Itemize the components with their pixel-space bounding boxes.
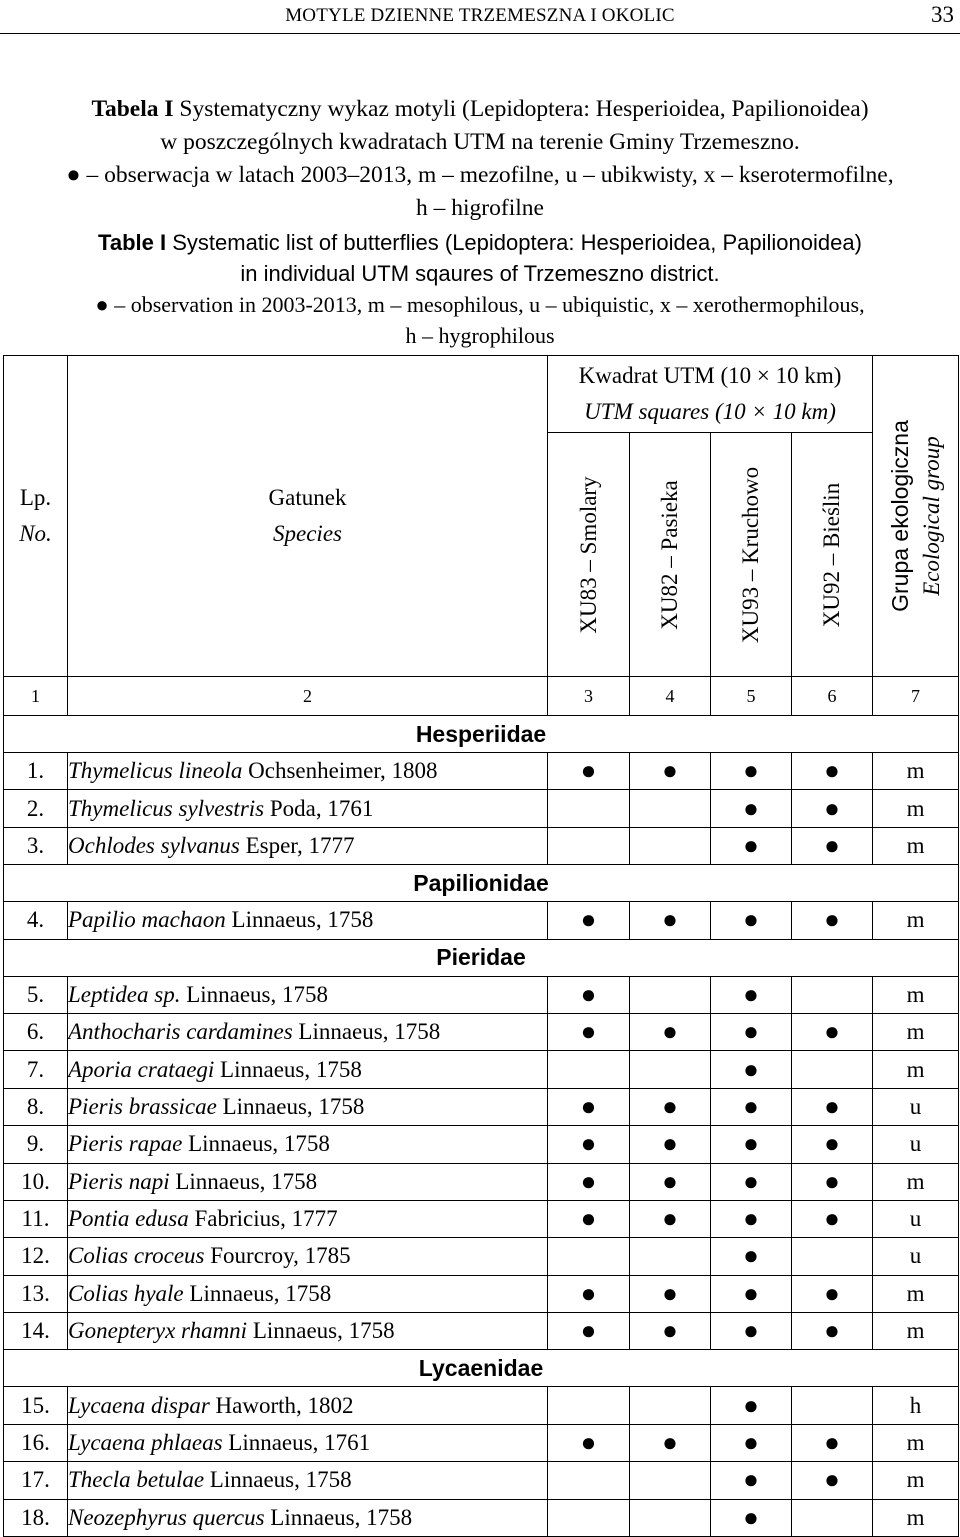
ecological-group: u: [873, 1238, 959, 1275]
presence-cell: [792, 1013, 873, 1050]
species-author: Poda, 1761: [264, 795, 374, 821]
presence-cell: [711, 1424, 792, 1461]
species-name: [68, 827, 548, 864]
species-name: [68, 753, 548, 790]
table-caption-english: [0, 227, 960, 351]
species-table: [3, 355, 959, 1537]
presence-dot: ●: [662, 1428, 678, 1458]
species-latin-name: Colias croceus: [68, 1243, 205, 1269]
caption-pl-label: Tabela I: [91, 96, 174, 122]
species-row: [4, 827, 959, 864]
species-row: [4, 1387, 959, 1424]
species-latin-name: Thecla betulae: [68, 1467, 205, 1493]
presence-cell: [548, 1163, 630, 1200]
presence-dot: ●: [743, 905, 759, 935]
species-name: [68, 1163, 548, 1200]
ecological-group: m: [873, 1051, 959, 1088]
presence-cell: [711, 1163, 792, 1200]
presence-cell: [711, 1462, 792, 1499]
column-number: 6: [792, 677, 873, 716]
presence-cell: [630, 1200, 711, 1237]
presence-dot: ●: [662, 905, 678, 935]
species-number: 10.: [4, 1163, 68, 1200]
page-number: 33: [931, 2, 954, 27]
header-species-pl: Gatunek: [268, 485, 347, 510]
presence-dot: ●: [662, 1278, 678, 1308]
presence-dot: ●: [662, 1166, 678, 1196]
species-latin-name: Ochlodes sylvanus: [68, 832, 240, 858]
species-latin-name: Pontia edusa: [68, 1206, 189, 1232]
presence-cell: [792, 902, 873, 939]
presence-cell: [630, 1238, 711, 1275]
presence-cell: [711, 1499, 792, 1536]
species-latin-name: Leptidea sp.: [68, 981, 181, 1007]
family-row: [4, 865, 959, 902]
header-utm-pl: Kwadrat UTM (10 × 10 km): [578, 363, 842, 388]
species-latin-name: Pieris brassicae: [68, 1093, 217, 1119]
presence-cell: [548, 1238, 630, 1275]
header-species-en: Species: [273, 521, 342, 546]
header-lp-en: No.: [19, 521, 52, 546]
species-latin-name: Papilio machaon: [68, 907, 226, 933]
species-number: 1.: [4, 753, 68, 790]
presence-dot: ●: [824, 905, 840, 935]
presence-dot: ●: [743, 1278, 759, 1308]
presence-cell: [711, 976, 792, 1013]
presence-dot: ●: [824, 1278, 840, 1308]
presence-cell: [630, 1499, 711, 1536]
column-number: 2: [68, 677, 548, 716]
ecological-group: m: [873, 902, 959, 939]
presence-dot: ●: [824, 830, 840, 860]
species-author: Fourcroy, 1785: [204, 1243, 351, 1269]
presence-cell: [711, 790, 792, 827]
family-name: Lycaenidae: [4, 1350, 959, 1387]
column-number: 5: [711, 677, 792, 716]
species-name: [68, 1499, 548, 1536]
species-row: [4, 1013, 959, 1050]
species-latin-name: Aporia crataegi: [68, 1056, 215, 1082]
presence-dot: ●: [743, 830, 759, 860]
presence-dot: ●: [662, 1091, 678, 1121]
column-number-row: [4, 677, 959, 716]
species-name: [68, 1126, 548, 1163]
presence-dot: ●: [662, 1129, 678, 1159]
presence-cell: [711, 1313, 792, 1350]
presence-cell: [548, 1051, 630, 1088]
presence-cell: [548, 1462, 630, 1499]
presence-cell: [792, 976, 873, 1013]
presence-cell: [792, 1462, 873, 1499]
caption-pl-legend-cont: h – higrofilne: [416, 195, 544, 221]
species-name: [68, 1387, 548, 1424]
species-name: [68, 976, 548, 1013]
presence-cell: [630, 1126, 711, 1163]
presence-cell: [548, 827, 630, 864]
species-author: Linnaeus, 1758: [225, 907, 374, 933]
ecological-group: m: [873, 1163, 959, 1200]
species-number: 3.: [4, 827, 68, 864]
species-author: Haworth, 1802: [209, 1392, 354, 1418]
presence-dot: ●: [824, 1091, 840, 1121]
caption-pl-title: Systematyczny wykaz motyli (Lepidoptera: Hesperioidea, Papilionoidea): [173, 96, 869, 122]
caption-en-line-1: [0, 227, 960, 258]
family-row: [4, 716, 959, 753]
presence-dot: ●: [580, 979, 597, 1009]
species-number: 7.: [4, 1051, 68, 1088]
presence-cell: [630, 827, 711, 864]
species-row: [4, 1126, 959, 1163]
header-species: [68, 356, 548, 677]
presence-cell: [548, 1013, 630, 1050]
species-row: [4, 1163, 959, 1200]
caption-pl-line-1: [0, 93, 960, 126]
species-row: [4, 1462, 959, 1499]
header-group-en: Ecological group: [918, 436, 944, 596]
species-number: 9.: [4, 1126, 68, 1163]
presence-dot: ●: [580, 1166, 597, 1196]
ecological-group: m: [873, 976, 959, 1013]
presence-dot: ●: [580, 756, 597, 786]
presence-dot: ●: [580, 1316, 597, 1346]
ecological-group: h: [873, 1387, 959, 1424]
presence-dot: ●: [743, 1502, 759, 1532]
species-name: [68, 1200, 548, 1237]
species-number: 16.: [4, 1424, 68, 1461]
presence-cell: [548, 1424, 630, 1461]
presence-dot: ●: [743, 1017, 759, 1047]
species-latin-name: Lycaena dispar: [68, 1392, 210, 1418]
presence-dot: ●: [743, 1316, 759, 1346]
presence-cell: [711, 1051, 792, 1088]
species-author: Linnaeus, 1758: [204, 1467, 352, 1493]
presence-cell: [711, 753, 792, 790]
species-latin-name: Gonepteryx rhamni: [68, 1318, 248, 1344]
presence-dot: ●: [580, 1204, 597, 1234]
presence-cell: [792, 1238, 873, 1275]
presence-cell: [548, 1275, 630, 1312]
header-square-4: [792, 433, 873, 677]
presence-cell: [792, 1051, 873, 1088]
species-number: 14.: [4, 1313, 68, 1350]
header-square-4-label: XU92 – Bieślin: [819, 482, 845, 627]
presence-cell: [711, 1275, 792, 1312]
presence-cell: [711, 827, 792, 864]
presence-cell: [548, 902, 630, 939]
presence-dot: ●: [743, 1465, 759, 1495]
presence-cell: [630, 1424, 711, 1461]
species-name: [68, 1462, 548, 1499]
species-name: [68, 1424, 548, 1461]
species-name: [68, 902, 548, 939]
ecological-group: u: [873, 1088, 959, 1125]
header-square-1: [548, 433, 630, 677]
column-number: 7: [873, 677, 959, 716]
header-lp: [4, 356, 68, 677]
presence-cell: [792, 1163, 873, 1200]
species-number: 17.: [4, 1462, 68, 1499]
presence-cell: [630, 790, 711, 827]
presence-dot: ●: [662, 1204, 678, 1234]
header-row: [4, 356, 959, 433]
presence-dot: ●: [580, 905, 597, 935]
column-number: 3: [548, 677, 630, 716]
running-header: [0, 0, 960, 34]
running-title: MOTYLE DZIENNE TRZEMESZNA I OKOLIC: [285, 5, 675, 26]
species-author: Linnaeus, 1758: [264, 1504, 413, 1530]
species-latin-name: Neozephyrus quercus: [68, 1504, 265, 1530]
presence-cell: [630, 1387, 711, 1424]
caption-en-line-2: in individual UTM sqaures of Trzemeszno district.: [240, 261, 720, 286]
species-author: Linnaeus, 1758: [182, 1131, 330, 1157]
species-row: [4, 1200, 959, 1237]
presence-cell: [548, 1126, 630, 1163]
presence-dot: ●: [824, 1428, 840, 1458]
species-row: [4, 1088, 959, 1125]
ecological-group: u: [873, 1200, 959, 1237]
ecological-group: m: [873, 753, 959, 790]
ecological-group: u: [873, 1126, 959, 1163]
presence-dot: ●: [824, 1017, 840, 1047]
presence-cell: [630, 1088, 711, 1125]
presence-cell: [548, 1387, 630, 1424]
presence-cell: [630, 1313, 711, 1350]
presence-dot: ●: [824, 756, 840, 786]
species-number: 6.: [4, 1013, 68, 1050]
presence-cell: [792, 1313, 873, 1350]
species-author: Linnaeus, 1761: [222, 1430, 371, 1456]
presence-cell: [548, 753, 630, 790]
presence-cell: [548, 1088, 630, 1125]
presence-dot: ●: [743, 1428, 759, 1458]
species-author: Linnaeus, 1758: [216, 1093, 365, 1119]
species-latin-name: Colias hyale: [68, 1280, 184, 1306]
header-group-pl: Grupa ekologiczna: [886, 420, 913, 612]
species-latin-name: Pieris rapae: [68, 1131, 183, 1157]
header-square-1-label: XU83 – Smolary: [575, 475, 601, 634]
ecological-group: m: [873, 1499, 959, 1536]
caption-pl-legend: ● – obserwacja w latach 2003–2013, m – mezofilne, u – ubikwisty, x – kserotermofilne,: [66, 162, 894, 188]
presence-cell: [711, 1088, 792, 1125]
species-number: 13.: [4, 1275, 68, 1312]
family-row: [4, 939, 959, 976]
species-latin-name: Pieris napi: [68, 1168, 170, 1194]
presence-dot: ●: [580, 1278, 597, 1308]
ecological-group: m: [873, 790, 959, 827]
caption-en-legend: ● – observation in 2003-2013, m – mesophilous, u – ubiquistic, x – xerothermophilous,: [95, 292, 865, 317]
presence-dot: ●: [824, 1465, 840, 1495]
species-name: [68, 1088, 548, 1125]
presence-dot: ●: [743, 1166, 759, 1196]
presence-cell: [630, 1163, 711, 1200]
presence-cell: [792, 1387, 873, 1424]
presence-dot: ●: [743, 979, 759, 1009]
species-number: 18.: [4, 1499, 68, 1536]
species-row: [4, 1275, 959, 1312]
ecological-group: m: [873, 1424, 959, 1461]
species-latin-name: Lycaena phlaeas: [68, 1430, 223, 1456]
presence-cell: [711, 1387, 792, 1424]
header-square-2: [630, 433, 711, 677]
presence-cell: [792, 1424, 873, 1461]
presence-cell: [711, 902, 792, 939]
species-row: [4, 902, 959, 939]
presence-dot: ●: [743, 1241, 759, 1271]
ecological-group: m: [873, 1013, 959, 1050]
presence-cell: [630, 753, 711, 790]
presence-dot: ●: [743, 793, 759, 823]
header-square-3: [711, 433, 792, 677]
species-number: 8.: [4, 1088, 68, 1125]
presence-cell: [711, 1200, 792, 1237]
species-latin-name: Anthocharis cardamines: [68, 1019, 293, 1045]
presence-dot: ●: [580, 1129, 597, 1159]
presence-cell: [792, 1499, 873, 1536]
species-name: [68, 1313, 548, 1350]
presence-dot: ●: [662, 1316, 678, 1346]
species-row: [4, 1424, 959, 1461]
presence-dot: ●: [662, 756, 678, 786]
species-name: [68, 1238, 548, 1275]
ecological-group: m: [873, 827, 959, 864]
species-latin-name: Thymelicus sylvestris: [68, 795, 265, 821]
presence-cell: [630, 1462, 711, 1499]
species-row: [4, 1499, 959, 1536]
header-lp-pl: Lp.: [19, 485, 52, 510]
species-author: Linnaeus, 1758: [183, 1280, 332, 1306]
presence-cell: [548, 1200, 630, 1237]
presence-cell: [792, 1200, 873, 1237]
ecological-group: m: [873, 1462, 959, 1499]
presence-dot: ●: [580, 1091, 597, 1121]
species-author: Linnaeus, 1758: [180, 981, 329, 1007]
presence-dot: ●: [743, 756, 759, 786]
species-name: [68, 1051, 548, 1088]
caption-en-label: Table I: [98, 230, 167, 255]
presence-cell: [548, 790, 630, 827]
species-name: [68, 1013, 548, 1050]
presence-dot: ●: [824, 1316, 840, 1346]
presence-cell: [711, 1013, 792, 1050]
species-number: 5.: [4, 976, 68, 1013]
species-row: [4, 1313, 959, 1350]
column-number: 4: [630, 677, 711, 716]
presence-cell: [792, 1275, 873, 1312]
header-square-3-label: XU93 – Kruchowo: [738, 466, 763, 643]
species-number: 12.: [4, 1238, 68, 1275]
column-number: 1: [4, 677, 68, 716]
presence-dot: ●: [743, 1091, 759, 1121]
presence-dot: ●: [580, 1017, 597, 1047]
species-name: [68, 1275, 548, 1312]
presence-cell: [630, 1275, 711, 1312]
presence-cell: [630, 976, 711, 1013]
species-row: [4, 790, 959, 827]
presence-dot: ●: [824, 1129, 840, 1159]
presence-dot: ●: [743, 1054, 759, 1084]
species-name: [68, 790, 548, 827]
presence-cell: [711, 1126, 792, 1163]
presence-dot: ●: [580, 1428, 597, 1458]
species-number: 11.: [4, 1200, 68, 1237]
presence-cell: [711, 1238, 792, 1275]
presence-dot: ●: [743, 1390, 759, 1420]
species-author: Linnaeus, 1758: [292, 1019, 441, 1045]
presence-cell: [548, 1313, 630, 1350]
presence-cell: [630, 1013, 711, 1050]
species-author: Linnaeus, 1758: [214, 1056, 362, 1082]
presence-cell: [548, 976, 630, 1013]
ecological-group: m: [873, 1313, 959, 1350]
presence-cell: [548, 1499, 630, 1536]
presence-cell: [792, 790, 873, 827]
species-number: 4.: [4, 902, 68, 939]
presence-dot: ●: [824, 793, 840, 823]
presence-cell: [792, 1126, 873, 1163]
species-author: Ochsenheimer, 1808: [242, 758, 438, 784]
header-utm: [548, 356, 873, 433]
family-name: Hesperiidae: [4, 716, 959, 753]
header-utm-en: UTM squares (10 × 10 km): [584, 399, 836, 424]
presence-cell: [792, 827, 873, 864]
family-name: Pieridae: [4, 939, 959, 976]
presence-dot: ●: [743, 1204, 759, 1234]
caption-en-legend-cont: h – hygrophilous: [405, 323, 555, 348]
caption-pl-line-2: w poszczególnych kwadratach UTM na terenie Gminy Trzemeszno.: [160, 129, 800, 155]
table-caption-polish: [0, 93, 960, 225]
presence-dot: ●: [824, 1166, 840, 1196]
species-author: Linnaeus, 1758: [169, 1168, 318, 1194]
presence-dot: ●: [824, 1204, 840, 1234]
species-author: Linnaeus, 1758: [247, 1318, 395, 1344]
family-name: Papilionidae: [4, 865, 959, 902]
species-number: 2.: [4, 790, 68, 827]
species-row: [4, 976, 959, 1013]
species-row: [4, 1238, 959, 1275]
presence-dot: ●: [662, 1017, 678, 1047]
header-group: [873, 356, 959, 677]
family-row: [4, 1350, 959, 1387]
caption-en-title: Systematic list of butterflies (Lepidoptera: Hesperioidea, Papilionoidea): [166, 230, 862, 255]
species-author: Fabricius, 1777: [188, 1206, 338, 1232]
presence-dot: ●: [743, 1129, 759, 1159]
presence-cell: [792, 753, 873, 790]
species-latin-name: Thymelicus lineola: [68, 758, 243, 784]
presence-cell: [630, 902, 711, 939]
presence-cell: [630, 1051, 711, 1088]
ecological-group: m: [873, 1275, 959, 1312]
presence-cell: [792, 1088, 873, 1125]
species-row: [4, 1051, 959, 1088]
species-number: 15.: [4, 1387, 68, 1424]
species-row: [4, 753, 959, 790]
header-square-2-label: XU82 – Pasieka: [657, 479, 682, 630]
species-author: Esper, 1777: [239, 832, 355, 858]
